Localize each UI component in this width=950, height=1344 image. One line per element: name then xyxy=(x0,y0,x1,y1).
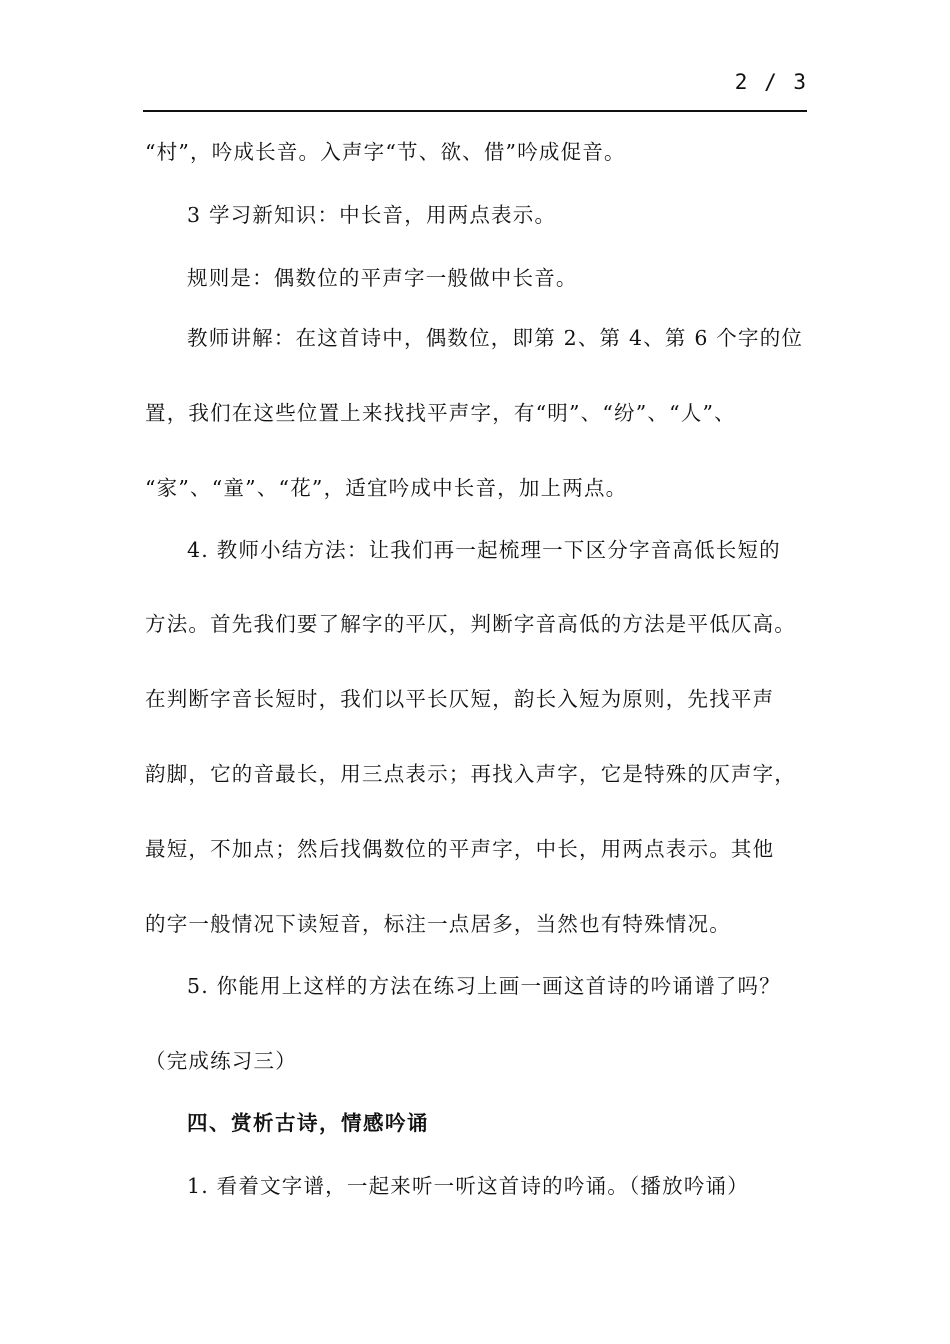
paragraph-line: 置，我们在这些位置上来找找平声字，有“明”、“纷”、“人”、 xyxy=(145,401,736,425)
paragraph-line: 规则是：偶数位的平声字一般做中长音。 xyxy=(187,266,578,290)
paragraph-line: 3 学习新知识：中长音，用两点表示。 xyxy=(187,203,557,227)
paragraph-line: “村”，吟成长音。入声字“节、欲、借”吟成促音。 xyxy=(145,140,626,164)
paragraph-line: 5. 你能用上这样的方法在练习上画一画这首诗的吟诵谱了吗？ xyxy=(187,974,781,998)
paragraph-line: 在判断字音长短时，我们以平长仄短，韵长入短为原则，先找平声 xyxy=(145,687,775,711)
section-heading: 四、赏析古诗，情感吟诵 xyxy=(187,1111,429,1135)
paragraph-line: 最短，不加点；然后找偶数位的平声字，中长，用两点表示。其他 xyxy=(145,837,775,861)
paragraph-line: “家”、“童”、“花”，适宜吟成中长音，加上两点。 xyxy=(145,476,628,500)
paragraph-line: 1. 看着文字谱，一起来听一听这首诗的吟诵。（播放吟诵） xyxy=(187,1174,749,1198)
paragraph-line: 的字一般情况下读短音，标注一点居多，当然也有特殊情况。 xyxy=(145,912,731,936)
paragraph-line: 方法。首先我们要了解字的平仄，判断字音高低的方法是平低仄高。 xyxy=(145,612,796,636)
paragraph-line: 教师讲解：在这首诗中，偶数位，即第 2、第 4、第 6 个字的位 xyxy=(187,326,804,350)
header-rule xyxy=(143,110,807,112)
page-number: 2 / 3 xyxy=(734,70,808,94)
paragraph-line: （完成练习三） xyxy=(145,1049,297,1073)
paragraph-line: 4. 教师小结方法：让我们再一起梳理一下区分字音高低长短的 xyxy=(187,538,781,562)
paragraph-line: 韵脚，它的音最长，用三点表示；再找入声字，它是特殊的仄声字， xyxy=(145,762,796,786)
